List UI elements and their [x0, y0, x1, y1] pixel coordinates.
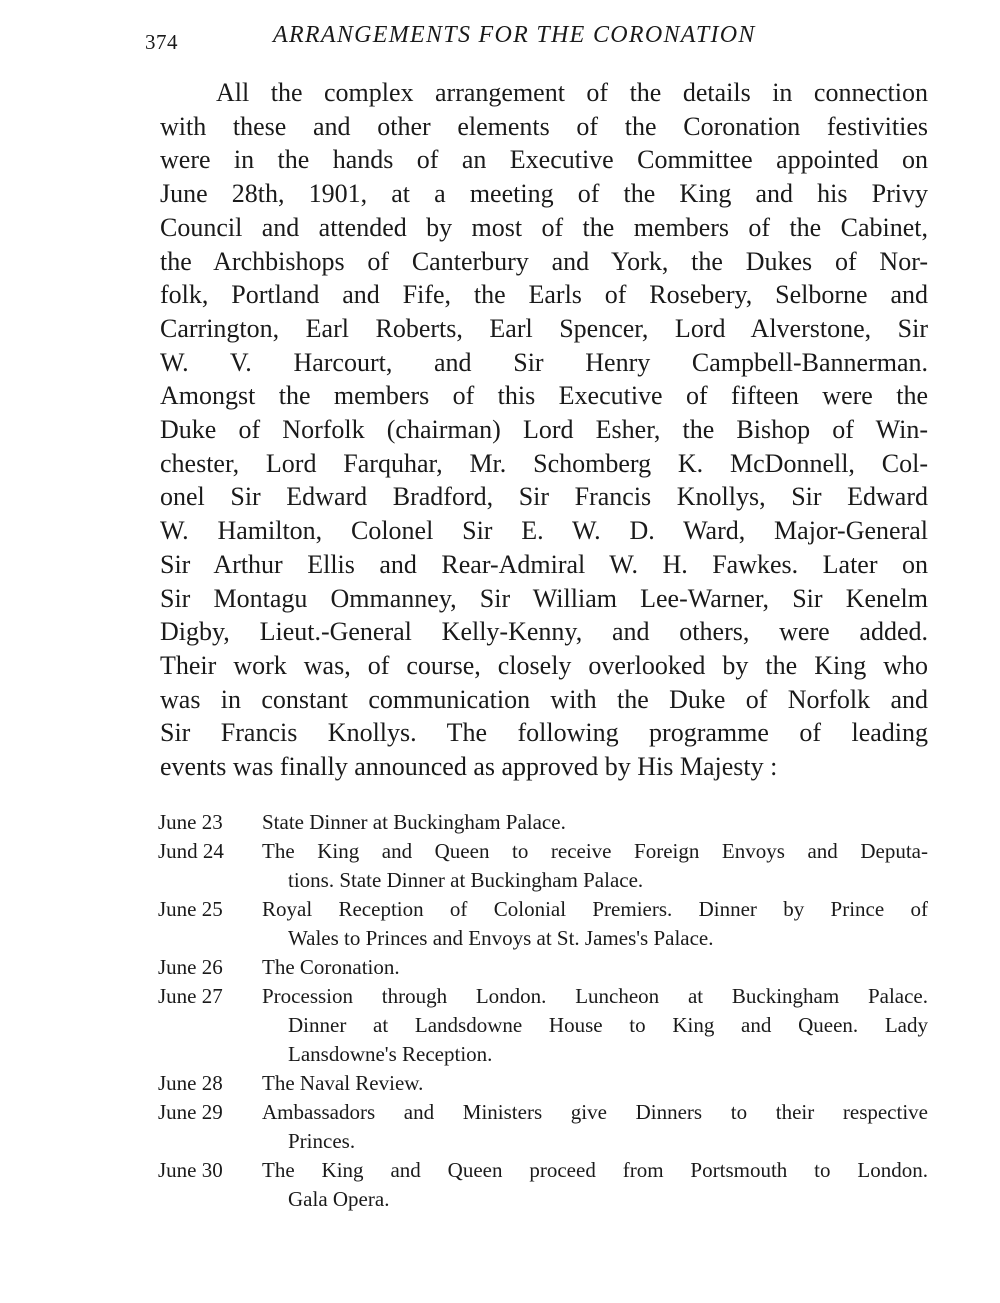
- programme-text: Royal Reception of Colonial Premiers. Dinner by Prince of: [262, 897, 928, 921]
- programme-date: June 25: [158, 897, 223, 921]
- text-line: folk, Portland and Fife, the Earls of Rosebery, Selborne and: [160, 280, 928, 310]
- programme-date: Jund 24: [158, 839, 224, 863]
- programme-text: The Coronation.: [262, 955, 400, 979]
- programme-entry: [158, 808, 928, 837]
- programme-entry: [158, 837, 928, 895]
- text-line: Carrington, Earl Roberts, Earl Spencer, Lord Alverstone, Sir: [160, 313, 928, 343]
- programme-text: The King and Queen to receive Foreign Envoys and Deputa-: [262, 839, 928, 863]
- programme-text: Procession through London. Luncheon at Buckingham Palace.: [262, 984, 928, 1008]
- programme-list: [158, 808, 928, 1214]
- programme-date: June 30: [158, 1158, 223, 1182]
- programme-text: Wales to Princes and Envoys at St. James's Palace.: [288, 926, 714, 950]
- text-line: Council and attended by most of the members of the Cabinet,: [160, 212, 928, 242]
- programme-entry: [158, 982, 928, 1069]
- programme-text: Dinner at Landsdowne House to King and Queen. Lady: [288, 1013, 928, 1037]
- text-line: Sir Montagu Ommanney, Sir William Lee-Warner, Sir Kenelm: [160, 583, 928, 613]
- programme-text: State Dinner at Buckingham Palace.: [262, 810, 566, 834]
- text-line: events was finally announced as approved by His Majesty :: [160, 752, 778, 782]
- text-line: Amongst the members of this Executive of fifteen were the: [160, 381, 928, 411]
- programme-entry: [158, 1069, 928, 1098]
- programme-text: Gala Opera.: [288, 1187, 390, 1211]
- programme-entry: [158, 895, 928, 953]
- text-line: June 28th, 1901, at a meeting of the King and his Privy: [160, 179, 928, 209]
- programme-entry: [158, 953, 928, 982]
- text-line: Sir Francis Knollys. The following programme of leading: [160, 718, 928, 748]
- text-line: with these and other elements of the Coronation festivities: [160, 111, 928, 141]
- programme-text: tions. State Dinner at Buckingham Palace.: [288, 868, 644, 892]
- programme-text: Lansdowne's Reception.: [288, 1042, 493, 1066]
- programme-text: Princes.: [288, 1129, 356, 1153]
- page-number: 374: [145, 30, 178, 54]
- programme-entry: [158, 1098, 928, 1156]
- programme-date: June 29: [158, 1100, 223, 1124]
- text-line: Their work was, of course, closely overlooked by the King who: [160, 650, 928, 680]
- text-line: Digby, Lieut.-General Kelly-Kenny, and others, were added.: [160, 617, 928, 647]
- programme-date: June 26: [158, 955, 223, 979]
- text-line: onel Sir Edward Bradford, Sir Francis Knollys, Sir Edward: [160, 482, 928, 512]
- running-head: ARRANGEMENTS FOR THE CORONATION: [273, 22, 756, 48]
- text-line: Duke of Norfolk (chairman) Lord Esher, the Bishop of Win-: [160, 415, 928, 445]
- programme-date: June 27: [158, 984, 223, 1008]
- body-paragraph: [160, 76, 928, 784]
- programme-date: June 28: [158, 1071, 223, 1095]
- programme-text: Ambassadors and Ministers give Dinners to their respective: [262, 1100, 928, 1124]
- text-line: W. Hamilton, Colonel Sir E. W. D. Ward, Major-General: [160, 516, 928, 546]
- text-line: chester, Lord Farquhar, Mr. Schomberg K. McDonnell, Col-: [160, 448, 928, 478]
- text-line: Sir Arthur Ellis and Rear-Admiral W. H. Fawkes. Later on: [160, 549, 928, 579]
- text-line: were in the hands of an Executive Committee appointed on: [160, 145, 928, 175]
- programme-date: June 23: [158, 810, 223, 834]
- text-line: the Archbishops of Canterbury and York, the Dukes of Nor-: [160, 246, 928, 276]
- programme-text: The King and Queen proceed from Portsmouth to London.: [262, 1158, 928, 1182]
- text-line: W. V. Harcourt, and Sir Henry Campbell-Bannerman.: [160, 347, 928, 377]
- programme-text: The Naval Review.: [262, 1071, 424, 1095]
- text-line: All the complex arrangement of the details in connection: [216, 78, 928, 107]
- page-header: [145, 22, 935, 56]
- programme-entry: [158, 1156, 928, 1214]
- text-line: was in constant communication with the Duke of Norfolk and: [160, 684, 928, 714]
